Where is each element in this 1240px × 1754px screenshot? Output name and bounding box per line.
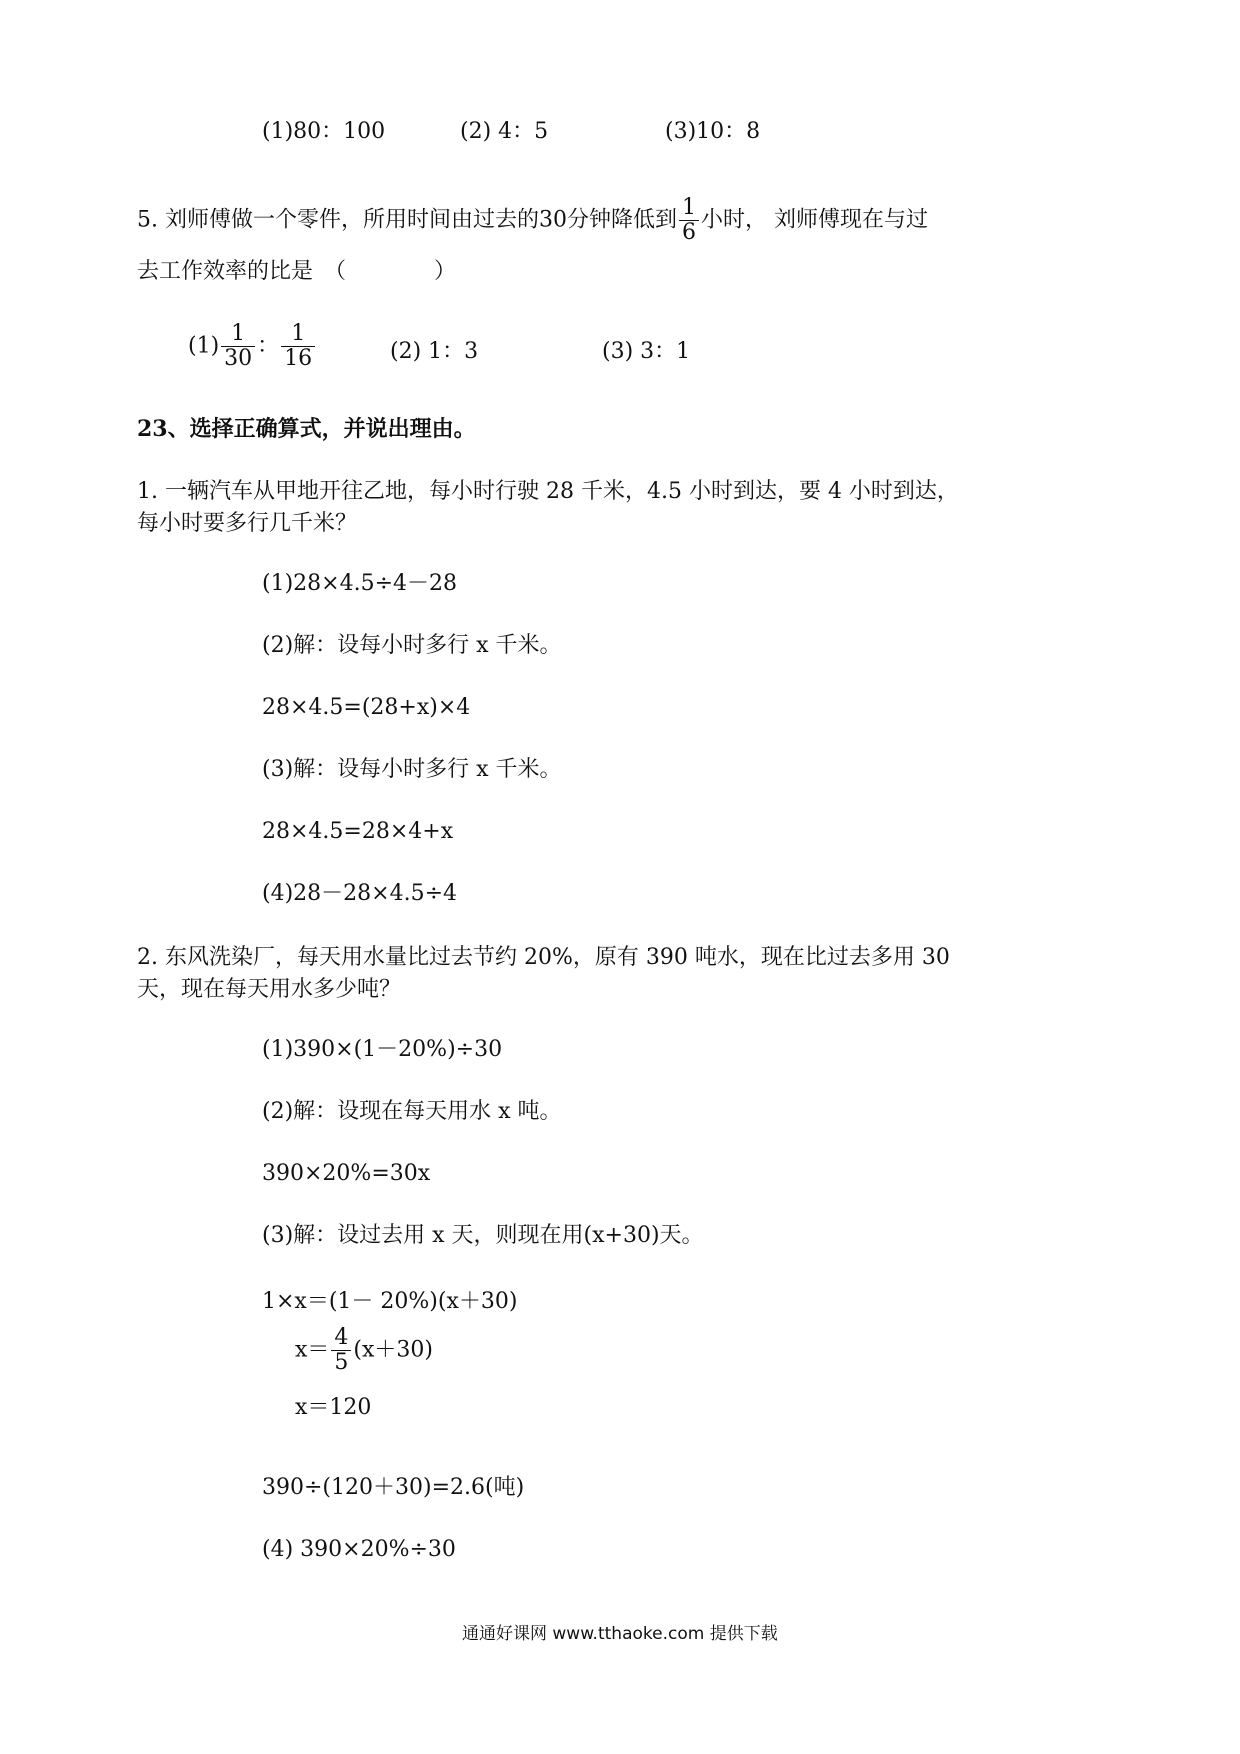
question-5-option-1	[188, 322, 317, 371]
problem-2-option-4: (4) 390×20%÷30	[262, 1537, 456, 1562]
section-title: 23、选择正确算式，并说出理由。	[137, 416, 476, 442]
fraction-numerator: 1	[281, 322, 315, 347]
problem-2-equation-2	[295, 1326, 433, 1375]
problem-1-option-1: (1)28×4.5÷4－28	[262, 571, 458, 596]
question-5-line-2: 去工作效率的比是 （ ）	[137, 259, 457, 284]
question-5-option-3: (3) 3：1	[602, 339, 691, 364]
question-5-text-before: 5. 刘师傅做一个零件，所用时间由过去的30分钟降低到	[137, 207, 677, 233]
problem-1-option-3-equation: 28×4.5=28×4+x	[262, 819, 454, 844]
problem-2-equation-1: 1×x＝(1－ 20%)(x＋30)	[262, 1289, 518, 1314]
fraction-denominator: 6	[681, 220, 696, 245]
fraction-denominator: 30	[224, 346, 253, 371]
problem-2-option-2: (2)解：设现在每天用水 x 吨。	[262, 1099, 562, 1124]
problem-1-line-1: 1. 一辆汽车从甲地开往乙地，每小时行驶 28 千米，4.5 小时到达，要 4 小时到达，	[137, 479, 959, 504]
fraction-denominator: 16	[284, 346, 313, 371]
problem-2-option-3: (3)解：设过去用 x 天，则现在用(x+30)天。	[262, 1223, 704, 1248]
question-5-option-2: (2) 1：3	[390, 339, 479, 364]
fraction-denominator: 5	[334, 1350, 349, 1375]
problem-1-line-2: 每小时要多行几千米？	[137, 511, 358, 536]
problem-2-calculation: 390÷(120＋30)=2.6(吨)	[262, 1475, 525, 1500]
problem-1-option-2: (2)解：设每小时多行 x 千米。	[262, 633, 562, 658]
problem-1-option-2-equation: 28×4.5=(28+x)×4	[262, 695, 471, 720]
equation-2-lhs: x＝	[295, 1337, 330, 1363]
fraction	[281, 322, 315, 371]
fraction	[331, 1326, 351, 1375]
problem-2-line-2: 天，现在每天用水多少吨？	[137, 977, 402, 1002]
equation-2-rhs: (x＋30)	[353, 1337, 433, 1363]
problem-2-equation-3: x＝120	[295, 1395, 372, 1420]
option-3: (3)10：8	[665, 119, 761, 144]
problem-2-option-1: (1)390×(1－20%)÷30	[262, 1037, 503, 1062]
fraction-numerator: 4	[331, 1326, 351, 1351]
problem-2-line-1: 2. 东风洗染厂，每天用水量比过去节约 20%，原有 390 吨水，现在比过去多用 30	[137, 945, 950, 970]
ratio-colon: ：	[257, 333, 280, 359]
footer-source: 通通好课网 www.tthaoke.com 提供下载	[462, 1624, 778, 1644]
fraction-numerator: 1	[221, 322, 255, 347]
problem-1-option-3: (3)解：设每小时多行 x 千米。	[262, 757, 562, 782]
problem-1-option-4: (4)28－28×4.5÷4	[262, 881, 458, 906]
option-2: (2) 4：5	[460, 119, 549, 144]
fraction	[221, 322, 255, 371]
question-5-line-1	[137, 196, 928, 245]
question-5-text-after: 小时， 刘师傅现在与过	[700, 207, 928, 233]
option-1-prefix: (1)	[188, 333, 220, 359]
problem-2-option-2-equation: 390×20%=30x	[262, 1161, 431, 1186]
fraction-numerator: 1	[679, 196, 699, 221]
option-1: (1)80：100	[262, 119, 386, 144]
fraction	[679, 196, 699, 245]
